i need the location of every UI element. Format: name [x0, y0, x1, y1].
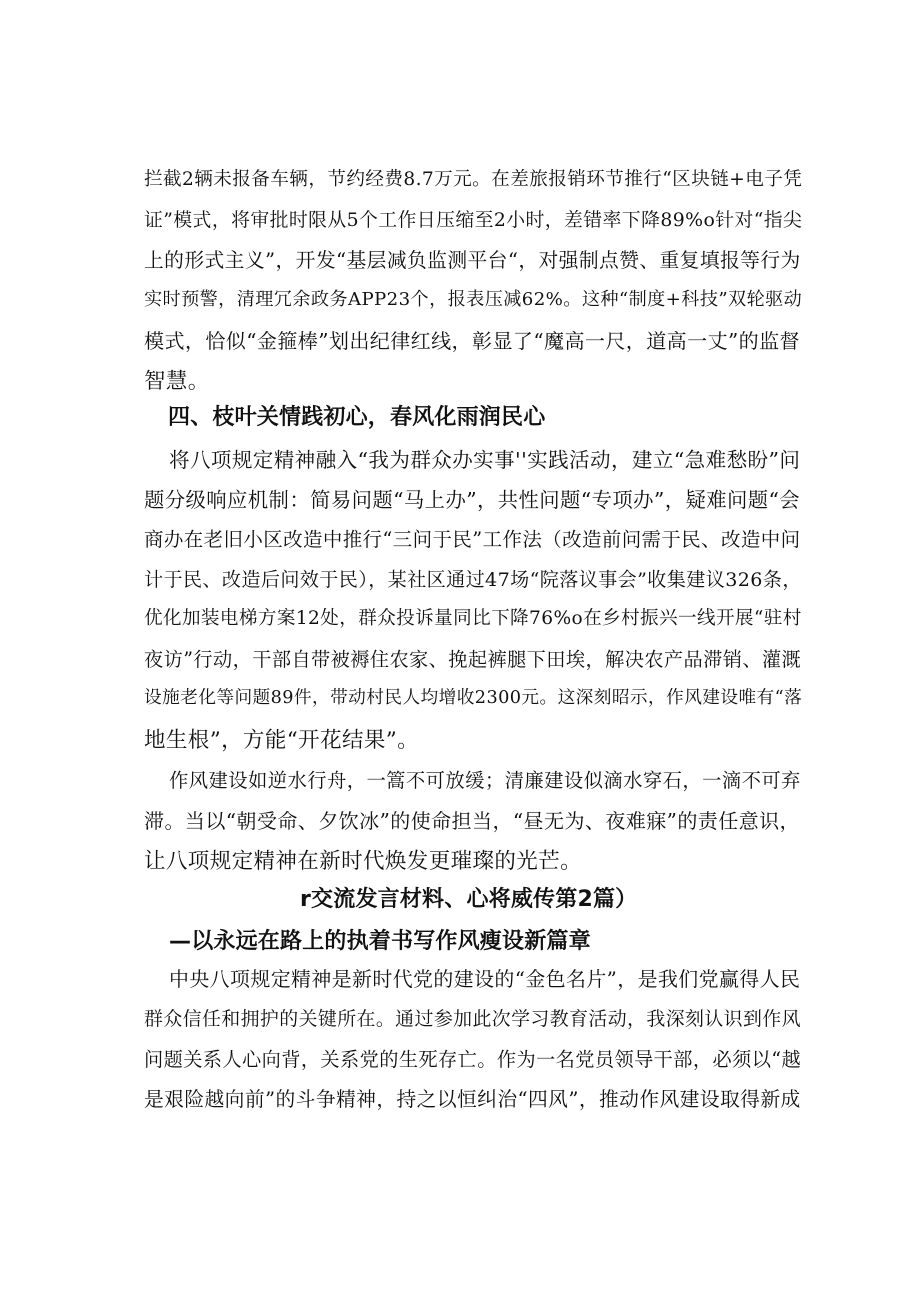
- text-line: 地生根”，方能“开花结果”。: [144, 728, 420, 753]
- article-title: r交流发言材料、心将威传第2篇）: [300, 887, 638, 912]
- text-line: 拦截2辆未报备车辆，节约经费8.7万元。在差旅报销环节推行“区块链+电子凭: [144, 169, 803, 190]
- section-heading: 四、枝叶关情践初心，春风化雨润民心: [168, 405, 546, 430]
- text-line: 群众信任和拥护的关键所在。通过参加此次学习教育活动，我深刻认识到作风: [144, 1008, 801, 1030]
- text-line: 滞。当以“朝受命、夕饮冰”的使命担当，“昼无为、夜难寐”的责任意识，: [144, 809, 801, 833]
- text-line: 证”模式，将审批时限从5个工作日压缩至2小时，差错率下降89%o针对“指尖: [144, 209, 803, 231]
- text-line: 让八项规定精神在新时代焕发更璀璨的光芒。: [144, 849, 583, 874]
- text-line: 中央八项规定精神是新时代党的建设的“金色名片”，是我们党赢得人民: [169, 967, 801, 991]
- text-line: 夜访”行动，干部自带被褥住农家、挽起裤腿下田埃，解决农产品滞销、灌溉: [144, 648, 802, 671]
- text-line: 商办在老旧小区改造中推行“三问于民”工作法（改造前问需于民、改造中问: [144, 528, 801, 551]
- text-line: 上的形式主义”，开发“基层减负监测平台“，对强制点赞、重复填报等行为: [144, 249, 801, 272]
- text-line: 设施老化等问题89件，带动村民人均增收2300元。这深刻昭示，作风建设唯有“落: [144, 688, 803, 708]
- article-subtitle: —以永远在路上的执着书写作风瘦设新篇章: [169, 929, 591, 954]
- text-line: 智慧。: [144, 369, 210, 394]
- text-line: 模式，恰似“金箍棒”划出纪律红线，彰显了“魔高一尺，道高一丈”的监督: [144, 329, 801, 353]
- text-line: 计于民、改造后问效于民），某社区通过47场“院落议事会”收集建议326条，: [144, 568, 802, 591]
- text-line: 优化加装电梯方案12处，群众投诉量同比下降76%o在乡村振兴一线开展“驻村: [144, 608, 802, 629]
- text-line: 作风建设如逆水行舟，一篙不可放缓；清廉建设似滴水穿石，一滴不可弃: [169, 769, 801, 792]
- text-line: 题分级响应机制：简易问题“马上办”，共性问题“专项办”，疑难问题“会: [144, 488, 801, 512]
- text-line: 是艰险越向前”的斗争精神，持之以恒纠治“四风”，推动作风建设取得新成: [144, 1088, 801, 1111]
- text-line: 问题关系人心向背，关系党的生死存亡。作为一名党员领导干部，必须以“越: [144, 1048, 802, 1071]
- text-line: 将八项规定精神融入“我为群众办实事''实践活动，建立“急难愁盼”问: [169, 448, 801, 472]
- text-line: 实时预警，清理冗余政务APP23个，报表压减62%。这种“制度+科技”双轮驱动: [144, 289, 803, 310]
